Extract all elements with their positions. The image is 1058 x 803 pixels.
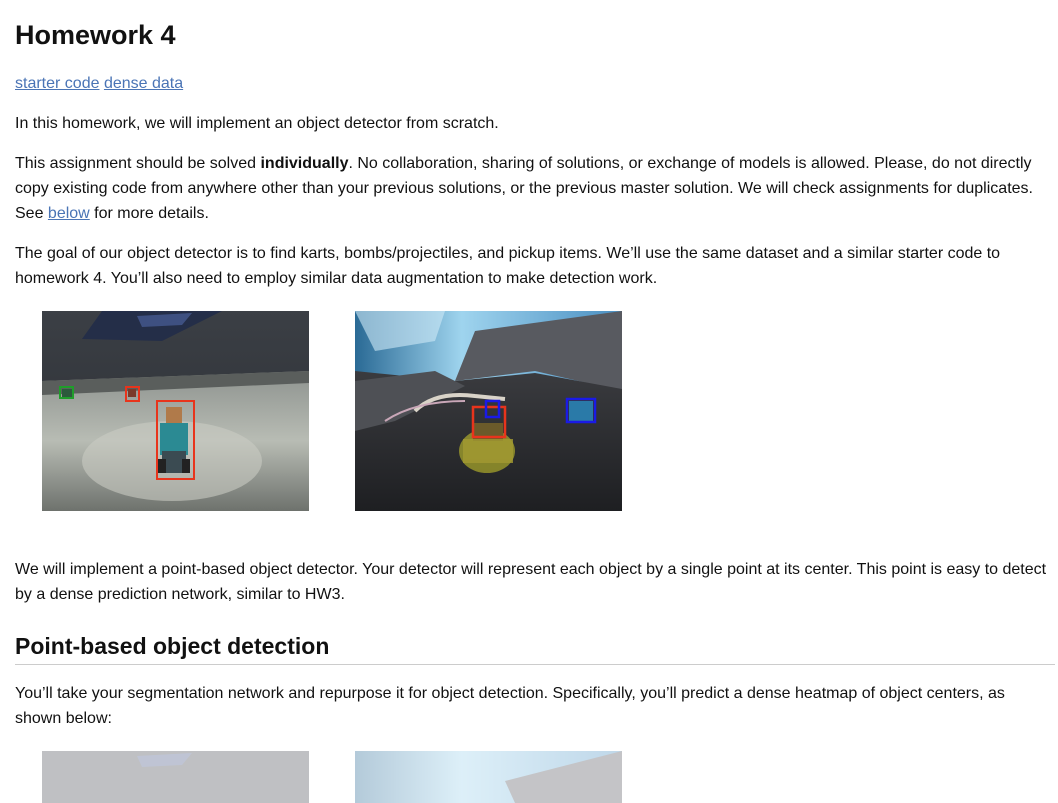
page-title: Homework 4 — [15, 20, 176, 50]
below-link[interactable]: below — [47, 205, 90, 222]
assignment-paragraph — [15, 151, 1050, 226]
assignment-text-bold: individually — [260, 155, 349, 172]
dense-data-link[interactable]: dense data — [103, 75, 184, 92]
assignment-text-mid: . No collaboration, sharing of solutions, or exchange of models is allowed. Please, do not directly copy existing code from anywhere other than your previous solutions, or the previous master solution. We will check assignments for duplicates. See — [15, 155, 1033, 222]
detection-example-image-1 — [42, 311, 309, 511]
point-based-paragraph: We will implement a point-based object detector. Your detector will represent each object by a single point at its center. This point is easy to detect by a dense prediction network, similar to HW3. — [15, 561, 1047, 603]
section-heading: Point-based object detection — [15, 632, 1055, 665]
detection-example-image-2 — [355, 311, 622, 511]
assignment-text-pre: This assignment should be solved — [15, 155, 261, 172]
goal-paragraph: The goal of our object detector is to find karts, bombs/projectiles, and pickup items. We’ll use the same dataset and a similar starter code to homework 4. You’ll also need to employ similar data augmentation to make detection work. — [15, 245, 1001, 287]
heatmap-example-image-1 — [42, 751, 309, 803]
segmentation-paragraph: You’ll take your segmentation network and repurpose it for object detection. Specifically, you’ll predict a dense heatmap of object centers, as shown below: — [15, 685, 1005, 727]
heatmap-example-image-2 — [355, 751, 622, 803]
intro-paragraph: In this homework, we will implement an object detector from scratch. — [15, 115, 499, 132]
assignment-text-post: for more details. — [89, 205, 209, 222]
resource-links — [15, 73, 183, 95]
starter-code-link[interactable]: starter code — [15, 75, 100, 92]
